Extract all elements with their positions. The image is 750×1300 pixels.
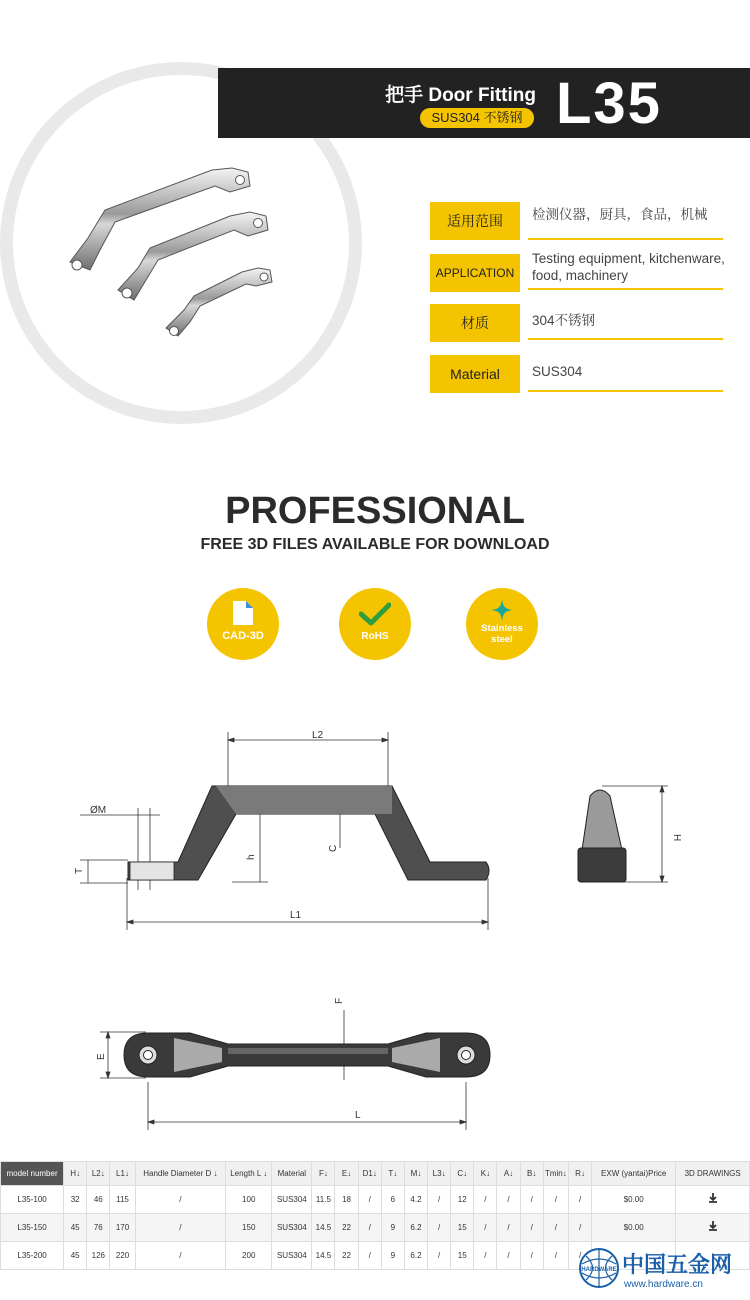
table-row [1, 1186, 750, 1214]
col-header-sortable[interactable]: T↓ [381, 1162, 404, 1186]
model-cell: L35-150 [1, 1214, 64, 1242]
table-cell: / [474, 1242, 497, 1270]
table-cell: 100 [226, 1186, 272, 1214]
table-cell: / [428, 1242, 451, 1270]
table-cell: 6.2 [404, 1214, 427, 1242]
table-cell: / [135, 1242, 225, 1270]
professional-subtitle: FREE 3D FILES AVAILABLE FOR DOWNLOAD [200, 536, 550, 553]
table-cell: 14.5 [312, 1214, 335, 1242]
col-header-sortable[interactable]: B↓ [520, 1162, 543, 1186]
table-cell: 15 [451, 1242, 474, 1270]
spec-value-application: Testing equipment, kitchenware, food, machinery [532, 251, 725, 283]
col-header-sortable[interactable]: E↓ [335, 1162, 358, 1186]
dim-label-t: T [74, 867, 85, 874]
download-cell [676, 1214, 750, 1242]
product-photo [60, 150, 290, 350]
table-cell: / [520, 1242, 543, 1270]
col-header-sortable[interactable]: F↓ [312, 1162, 335, 1186]
table-cell: / [497, 1242, 520, 1270]
spec-label-scope-cn: 适用范围 [430, 202, 520, 240]
table-cell: / [543, 1214, 568, 1242]
col-header-sortable[interactable]: L2↓ [87, 1162, 110, 1186]
table-cell: 170 [110, 1214, 135, 1242]
table-cell: $0.00 [592, 1214, 676, 1242]
logo-emblem-text: HARDWARE [581, 1267, 617, 1273]
dim-label-f: F [334, 997, 345, 1004]
table-cell: $0.00 [592, 1186, 676, 1214]
spec-divider [528, 238, 723, 240]
table-cell: / [358, 1242, 381, 1270]
dim-label-c: C [328, 844, 339, 852]
table-cell: / [520, 1186, 543, 1214]
table-cell: 32 [64, 1186, 87, 1214]
technical-drawing [0, 720, 750, 1140]
table-row [1, 1214, 750, 1242]
table-cell: 4.2 [404, 1186, 427, 1214]
spec-value-material: SUS304 [532, 364, 583, 379]
table-cell: / [428, 1214, 451, 1242]
spec-divider [528, 288, 723, 290]
handle-side-view [128, 786, 489, 880]
spec-value-scope-cn: 检测仪器，厨具，食品，机械 [532, 207, 708, 222]
table-cell: / [358, 1214, 381, 1242]
model-code: L35 [556, 71, 662, 136]
model-cell: L35-200 [1, 1242, 64, 1270]
table-cell: 22 [335, 1242, 358, 1270]
table-cell: / [497, 1186, 520, 1214]
col-header-sortable[interactable]: K↓ [474, 1162, 497, 1186]
table-cell: / [474, 1186, 497, 1214]
col-header: Material [272, 1162, 312, 1186]
badge-cad-3d [207, 588, 279, 660]
table-cell: / [520, 1214, 543, 1242]
table-cell: SUS304 [272, 1242, 312, 1270]
dim-label-l2: L2 [312, 730, 324, 741]
handle-top-view [124, 1033, 490, 1077]
col-header-sortable[interactable]: C↓ [451, 1162, 474, 1186]
table-cell: / [568, 1214, 591, 1242]
col-header-sortable[interactable]: M↓ [404, 1162, 427, 1186]
table-cell: / [543, 1242, 568, 1270]
file-icon [231, 600, 255, 626]
table-cell: 150 [226, 1214, 272, 1242]
dim-label-h: H [671, 834, 682, 842]
badge-label-line2: steel [491, 634, 513, 645]
logo-text: 中国五金网 [622, 1253, 733, 1278]
table-cell: 220 [110, 1242, 135, 1270]
table-cell: 14.5 [312, 1242, 335, 1270]
col-header-sortable[interactable]: D1↓ [358, 1162, 381, 1186]
spec-divider [528, 390, 723, 392]
table-cell: / [497, 1214, 520, 1242]
col-header-sortable[interactable]: H↓ [64, 1162, 87, 1186]
spec-label-material: Material [430, 355, 520, 393]
spec-label-application: APPLICATION [430, 254, 520, 292]
handle-medium [118, 212, 268, 300]
table-cell: 115 [110, 1186, 135, 1214]
spec-label-material-cn: 材质 [430, 304, 520, 342]
dim-label-e: E [96, 1053, 107, 1060]
product-title: 把手 Door Fitting [385, 85, 536, 106]
col-header-sortable[interactable]: A↓ [497, 1162, 520, 1186]
table-cell: 76 [87, 1214, 110, 1242]
col-header-sortable[interactable]: Handle Diameter D ↓ [135, 1162, 225, 1186]
badge-label: RoHS [361, 631, 389, 642]
table-cell: 15 [451, 1214, 474, 1242]
table-cell: 9 [381, 1214, 404, 1242]
table-cell: 45 [64, 1214, 87, 1242]
table-cell: / [135, 1186, 225, 1214]
badge-label: CAD-3D [222, 630, 264, 642]
table-cell: 11.5 [312, 1186, 335, 1214]
dim-label-h-small: h [246, 854, 257, 860]
handle-small [166, 268, 272, 336]
col-header-sortable[interactable]: Length L ↓ [226, 1162, 272, 1186]
table-cell: / [568, 1242, 591, 1270]
table-cell: 12 [451, 1186, 474, 1214]
col-header: model number [1, 1162, 64, 1186]
col-header-sortable[interactable]: L1↓ [110, 1162, 135, 1186]
table-cell: / [568, 1186, 591, 1214]
table-cell: 18 [335, 1186, 358, 1214]
badge-stainless-steel [466, 588, 538, 660]
table-cell: SUS304 [272, 1186, 312, 1214]
dim-label-l1: L1 [290, 910, 302, 921]
table-cell: 45 [64, 1242, 87, 1270]
table-cell: / [135, 1214, 225, 1242]
table-cell: / [358, 1186, 381, 1214]
download-cell [676, 1186, 750, 1214]
handle-end-view [578, 790, 626, 882]
badge-rohs [339, 588, 411, 660]
table-cell: 22 [335, 1214, 358, 1242]
table-cell: 6 [381, 1186, 404, 1214]
badge-label-line1: Stainless [481, 623, 523, 634]
table-cell: 126 [87, 1242, 110, 1270]
professional-title: PROFESSIONAL [225, 490, 525, 532]
col-header: 3D DRAWINGS [676, 1162, 750, 1186]
table-cell: 200 [226, 1242, 272, 1270]
hardware-logo [578, 1246, 746, 1292]
download-icon[interactable] [707, 1223, 719, 1235]
table-cell: / [543, 1186, 568, 1214]
col-header-sortable[interactable]: R↓ [568, 1162, 591, 1186]
material-badge: SUS304 不锈钢 [420, 108, 534, 128]
col-header-sortable[interactable]: L3↓ [428, 1162, 451, 1186]
col-header-sortable[interactable]: Tmin↓ [543, 1162, 568, 1186]
spec-divider [528, 338, 723, 340]
sparkle-icon [490, 598, 514, 622]
table-cell: / [474, 1214, 497, 1242]
checkmark-icon [359, 602, 391, 626]
download-icon[interactable] [707, 1195, 719, 1207]
col-header: EXW (yantai)Price [592, 1162, 676, 1186]
spec-value-material-cn: 304不锈钢 [532, 313, 596, 328]
dim-label-phi-m: ØM [90, 805, 107, 816]
table-cell: 9 [381, 1242, 404, 1270]
table-header-row [1, 1162, 750, 1186]
table-cell: SUS304 [272, 1214, 312, 1242]
model-cell: L35-100 [1, 1186, 64, 1214]
table-cell: 6.2 [404, 1242, 427, 1270]
table-cell: / [428, 1186, 451, 1214]
dim-label-l: L [355, 1110, 361, 1121]
logo-url: www.hardware.cn [624, 1279, 703, 1290]
table-cell: 46 [87, 1186, 110, 1214]
